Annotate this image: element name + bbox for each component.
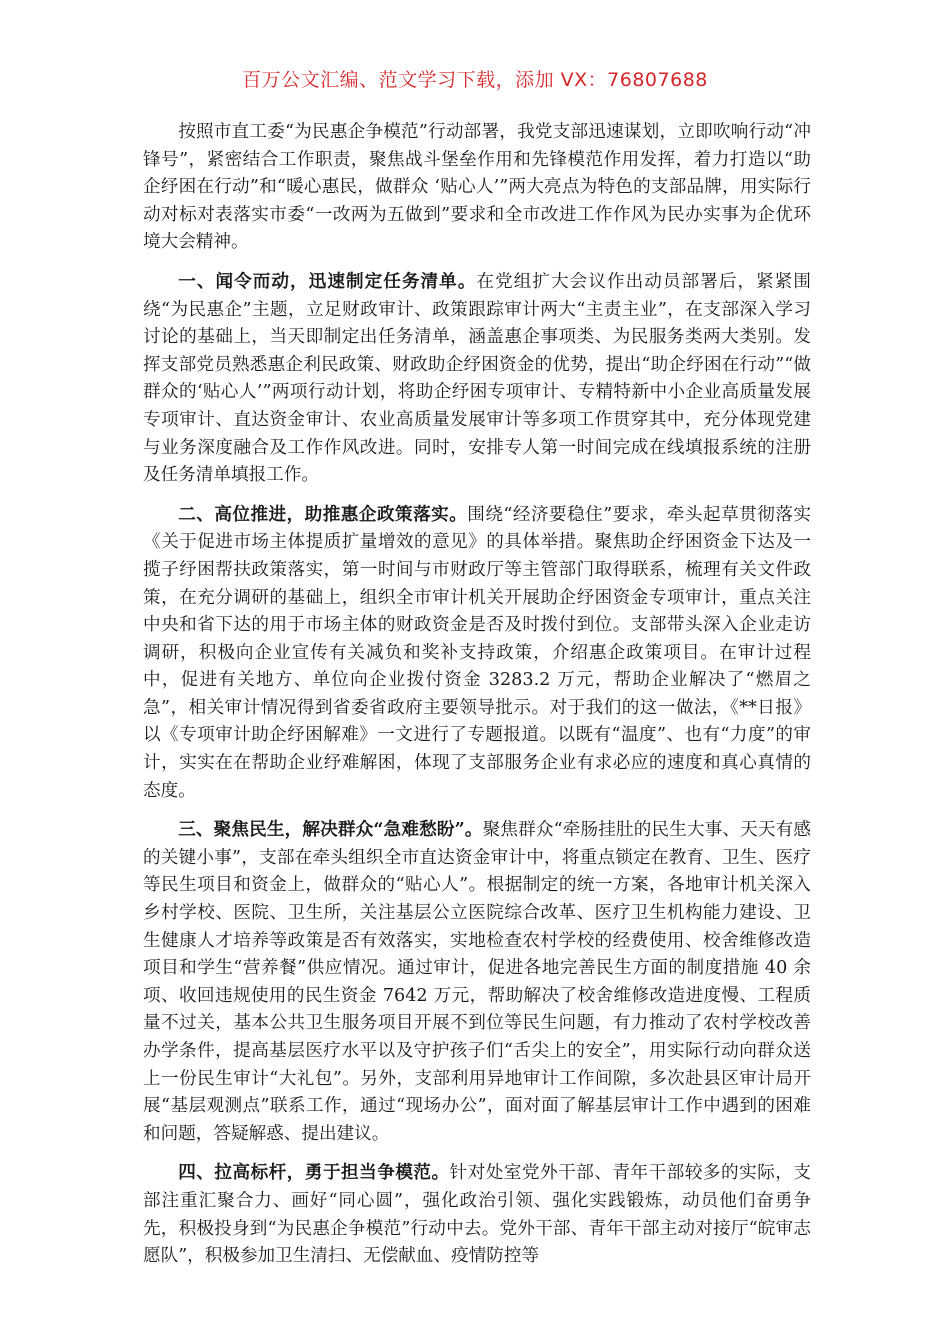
section-4-text: 针对处室党外干部、青年干部较多的实际，支部注重汇聚合力、画好“同心圆”，强化政治引领、强化实践锻炼，动员他们奋勇争先，积极投身到“为民惠企争模范”行动中去。党外干部、青年干部主动对接厅“皖审志愿队”，积极参加卫生清扫、无偿献血、疫情防控等 xyxy=(143,1163,811,1267)
document-body xyxy=(143,119,811,1271)
section-2-heading: 二、高位推进，助推惠企政策落实。 xyxy=(178,503,468,525)
section-3-heading: 三、聚焦民生，解决群众“急难愁盼”。 xyxy=(178,819,483,841)
section-3-paragraph xyxy=(143,816,811,1148)
section-1-heading: 一、闻令而动，迅速制定任务清单。 xyxy=(178,270,477,292)
section-1-paragraph xyxy=(143,268,811,490)
section-1-text: 在党组扩大会议作出动员部署后，紧紧围绕“为民惠企”主题，立足财政审计、政策跟踪审计两大“主责主业”，在支部深入学习讨论的基础上，当天即制定出任务清单，涵盖惠企事项类、为民服务类两大类别。发挥支部党员熟悉惠企利民政策、财政助企纾困资金的优势，提出“助企纾困在行动”“做群众的‘贴心人’”两项行动计划，将助企纾困专项审计、专精特新中小企业高质量发展专项审计、直达资金审计、农业高质量发展审计等多项工作贯穿其中，充分体现党建与业务深度融合及工作作风改进。同时，安排专人第一时间完成在线填报系统的注册及任务清单填报工作。 xyxy=(143,271,811,486)
section-4-heading: 四、拉高标杆，勇于担当争模范。 xyxy=(178,1162,450,1184)
intro-paragraph-text: 按照市直工委“为民惠企争模范”行动部署，我党支部迅速谋划，立即吹响行动“冲锋号”，紧密结合工作职责，聚焦战斗堡垒作用和先锋模范作用发挥，着力打造以“助企纾困在行动”和“暖心惠民，做群众 ‘贴心人’”两大亮点为特色的支部品牌，用实际行动对标对表落实市委“一改两为五做到”要求和全市改进工作作风为民办实事为企优环境大会精神。 xyxy=(143,122,811,253)
section-2-paragraph xyxy=(143,501,811,806)
section-4-paragraph xyxy=(143,1159,811,1270)
intro-paragraph xyxy=(143,119,811,257)
watermark-header: 百万公文汇编、范文学习下载，添加 VX：76807688 xyxy=(242,69,708,91)
section-2-text: 围绕“经济要稳住”要求，牵头起草贯彻落实《关于促进市场主体提质扩量增效的意见》的具体举措。聚焦助企纾困资金下达及一揽子纾困帮扶政策落实，第一时间与市财政厅等主管部门取得联系，梳理有关文件政策，在充分调研的基础上，组织全市审计机关开展助企纾困资金专项审计，重点关注中央和省下达的用于市场主体的财政资金是否及时拨付到位。支部带头深入企业走访调研，积极向企业宣传有关减负和奖补支持政策，介绍惠企政策项目。在审计过程中，促进有关地方、单位向企业拨付资金 3283.2 万元，帮助企业解决了“燃眉之急”，相关审计情况得到省委省政府主要领导批示。对于我们的这一做法，《**日报》以《专项审计助企纾困解难》一文进行了专题报道。以既有“温度”、也有“力度”的审计，实实在在帮助企业纾难解困，体现了支部服务企业有求必应的速度和真心真情的态度。 xyxy=(143,504,811,801)
section-3-text: 聚焦群众“牵肠挂肚的民生大事、天天有感的关键小事”，支部在牵头组织全市直达资金审计中，将重点锁定在教育、卫生、医疗等民生项目和资金上，做群众的“贴心人”。根据制定的统一方案，各地审计机关深入乡村学校、医院、卫生所，关注基层公立医院综合改革、医疗卫生机构能力建设、卫生健康人才培养等政策是否有效落实，实地检查农村学校的经费使用、校舍维修改造项目和学生“营养餐”供应情况。通过审计，促进各地完善民生方面的制度措施 40 余项、收回违规使用的民生资金 7642 万元，帮助解决了校舍维修改造进度慢、工程质量不过关，基本公共卫生服务项目开展不到位等民生问题，有力推动了农村学校改善办学条件，提高基层医疗水平以及守护孩子们“舌尖上的安全”，用实际行动向群众送上一份民生审计“大礼包”。另外，支部利用异地审计工作间隙，多次赴县区审计局开展“基层观测点”联系工作，通过“现场办公”，面对面了解基层审计工作中遇到的困难和问题，答疑解惑、提出建议。 xyxy=(143,820,811,1144)
